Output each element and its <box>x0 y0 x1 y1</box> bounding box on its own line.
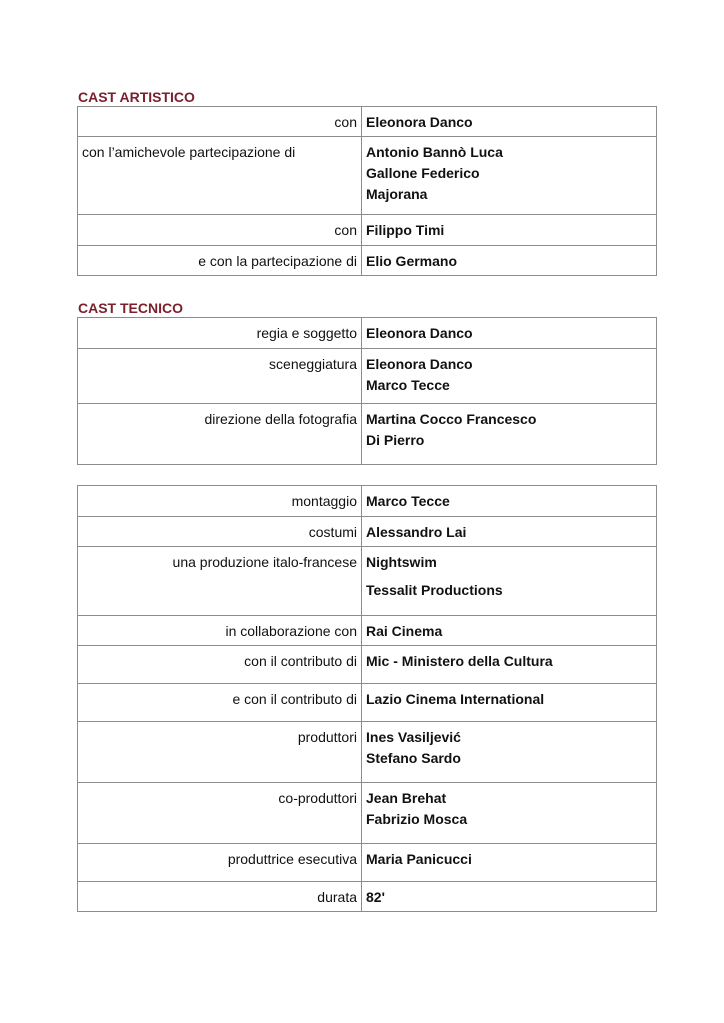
credit-name: Alessandro Lai <box>362 517 657 547</box>
credit-name: Ines Vasiljević Stefano Sardo <box>362 722 657 783</box>
credit-role: durata <box>78 882 362 912</box>
table-row <box>78 783 657 844</box>
table-row <box>78 246 657 276</box>
credit-name: Antonio Bannò Luca Gallone Federico Majorana <box>362 137 657 215</box>
credit-name: Lazio Cinema International <box>362 684 657 722</box>
table-row <box>78 844 657 882</box>
credit-name: 82' <box>362 882 657 912</box>
credit-name: Marco Tecce <box>362 486 657 517</box>
table-row <box>78 107 657 137</box>
credit-name: Filippo Timi <box>362 215 657 246</box>
table-row <box>78 684 657 722</box>
table-row <box>78 404 657 465</box>
credit-role: con <box>78 215 362 246</box>
credit-role: direzione della fotografia <box>78 404 362 465</box>
credit-name: Nightswim Tessalit Productions <box>362 547 657 616</box>
credit-name: Maria Panicucci <box>362 844 657 882</box>
table-row <box>78 486 657 517</box>
credit-role: regia e soggetto <box>78 318 362 349</box>
cast-tecnico-table <box>77 317 657 465</box>
credit-role: co-produttori <box>78 783 362 844</box>
cast-tecnico-heading: CAST TECNICO <box>78 300 183 316</box>
table-row <box>78 318 657 349</box>
credit-role: in collaborazione con <box>78 616 362 646</box>
credit-role: produttori <box>78 722 362 783</box>
credit-role: con il contributo di <box>78 646 362 684</box>
credit-name: Elio Germano <box>362 246 657 276</box>
credit-role: costumi <box>78 517 362 547</box>
credit-role: e con la partecipazione di <box>78 246 362 276</box>
credit-name: Eleonora Danco <box>362 318 657 349</box>
credit-name: Eleonora Danco Marco Tecce <box>362 349 657 404</box>
table-row <box>78 137 657 215</box>
credits-table <box>77 485 657 912</box>
table-row <box>78 349 657 404</box>
table-row <box>78 882 657 912</box>
credit-role: e con il contributo di <box>78 684 362 722</box>
credit-role: montaggio <box>78 486 362 517</box>
credit-name: Martina Cocco Francesco Di Pierro <box>362 404 657 465</box>
table-row <box>78 722 657 783</box>
table-row <box>78 616 657 646</box>
credit-role: sceneggiatura <box>78 349 362 404</box>
credit-role: una produzione italo-francese <box>78 547 362 616</box>
table-row <box>78 215 657 246</box>
credit-role: con <box>78 107 362 137</box>
credit-name: Eleonora Danco <box>362 107 657 137</box>
credit-role: produttrice esecutiva <box>78 844 362 882</box>
cast-artistico-table <box>77 106 657 276</box>
table-row <box>78 547 657 616</box>
cast-artistico-heading: CAST ARTISTICO <box>78 89 195 105</box>
table-row <box>78 646 657 684</box>
table-row <box>78 517 657 547</box>
credit-name: Jean Brehat Fabrizio Mosca <box>362 783 657 844</box>
credit-name: Mic - Ministero della Cultura <box>362 646 657 684</box>
credit-name: Rai Cinema <box>362 616 657 646</box>
credit-role: con l’amichevole partecipazione di <box>78 137 362 215</box>
